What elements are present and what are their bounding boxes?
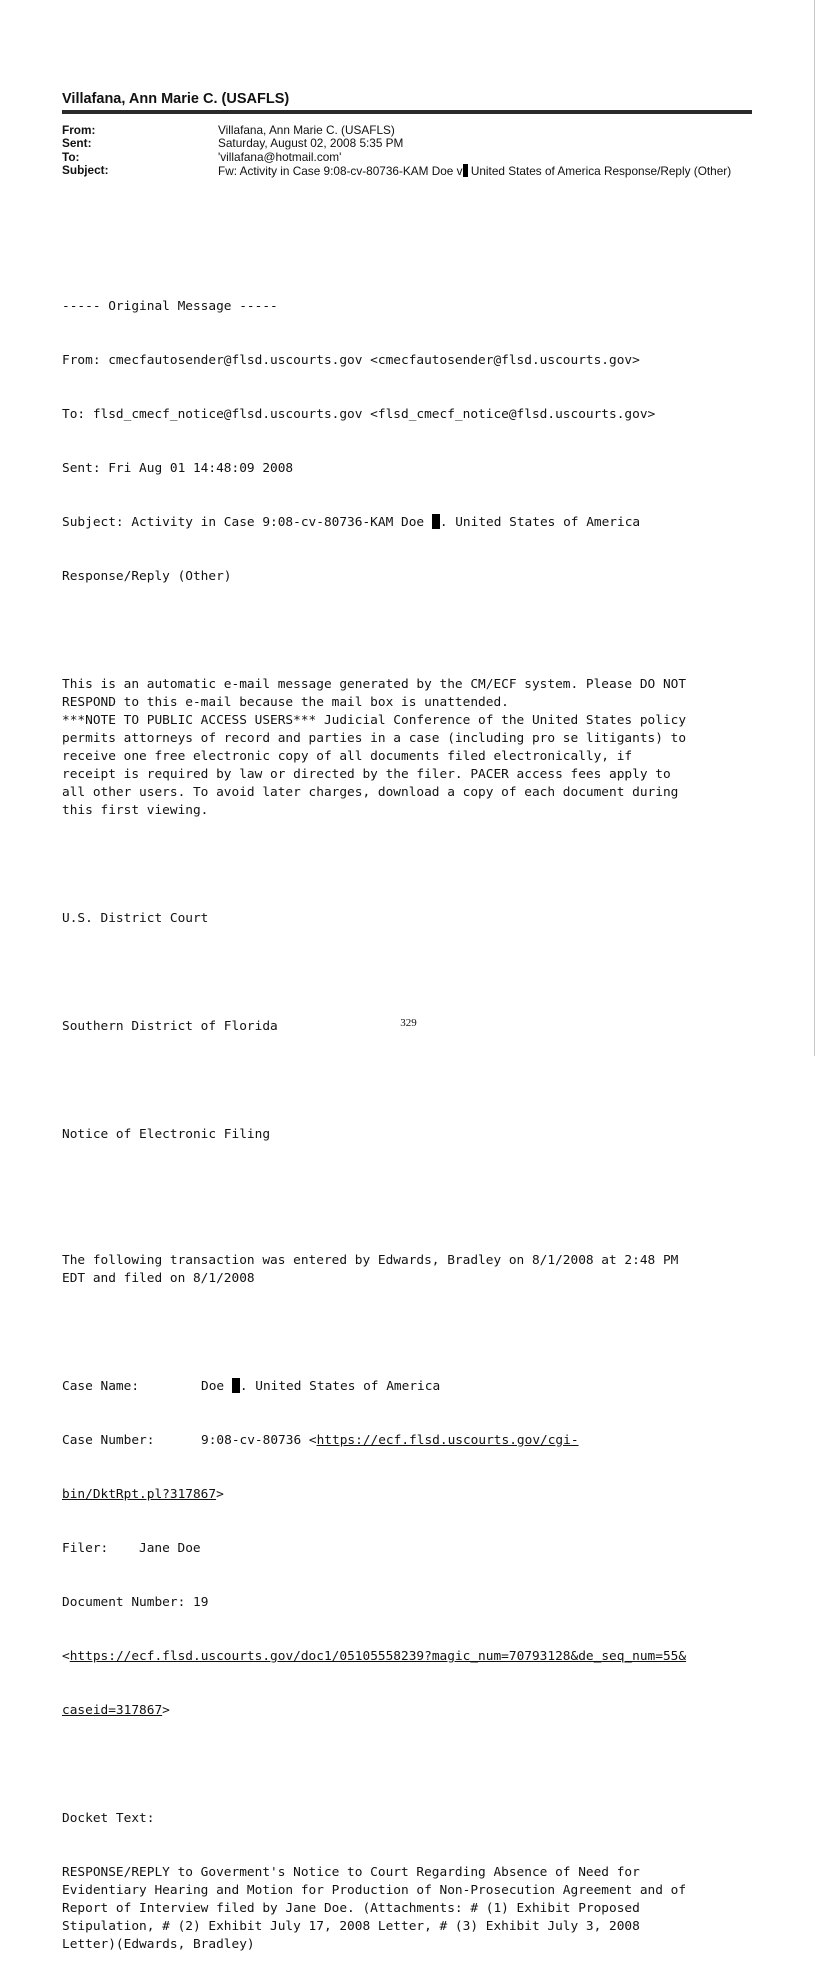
filer-row [62, 1540, 762, 1558]
filer-label: Filer: [62, 1541, 109, 1556]
docket-report-link[interactable]: https://ecf.flsd.uscourts.gov/cgi- [316, 1433, 579, 1448]
sent-row [62, 137, 748, 150]
original-subject-start: Subject: Activity in Case 9:08-cv-80736-KAM Doe [62, 515, 432, 530]
document-number-value: 19 [193, 1595, 209, 1610]
nef-title: Notice of Electronic Filing [62, 1127, 271, 1142]
from-label: From: [62, 123, 96, 137]
header-rule [62, 110, 752, 114]
case-number-label: Case Number: [62, 1433, 155, 1448]
document-link[interactable]: https://ecf.flsd.uscourts.gov/doc1/05105558239?magic_num=70793128&de_seq_num=55& [69, 1649, 687, 1664]
original-from: From: cmecfautosender@flsd.uscourts.gov <cmecfautosender@flsd.uscourts.gov> [62, 353, 640, 368]
original-subject-end: . United States of America [439, 515, 641, 530]
document-link-row: <https://ecf.flsd.uscourts.gov/doc1/05105558239?magic_num=70793128&de_seq_num=55& [62, 1649, 687, 1664]
original-to: To: flsd_cmecf_notice@flsd.uscourts.gov <flsd_cmecf_notice@flsd.uscourts.gov> [62, 407, 656, 422]
document-link-cont-row: caseid=317867> [62, 1703, 170, 1718]
sent-label: Sent: [62, 136, 92, 151]
auto-message-paragraph: This is an automatic e-mail message generated by the CM/ECF system. Please DO NOT RESPOND to this e-mail because the mail box is unattended. ***NOTE TO PUBLIC ACCESS USERS*** Judicial Conference of the United States policy permits attorneys of record and parties in a case (including pro se litigants) to receive one free electronic copy of all documents filed electronically, if receipt is required by law or directed by the filer. PACER access fees apply to all other users. To avoid later charges, download a copy of each document during this first viewing. [62, 677, 687, 818]
subject-text-end: United States of America Response/Reply (Other) [467, 164, 732, 179]
to-row [62, 151, 748, 164]
to-label: To: [62, 149, 80, 164]
subject-row [62, 164, 748, 178]
from-value: Villafana, Ann Marie C. (USAFLS) [218, 123, 395, 137]
to-value: 'villafana@hotmail.com' [218, 149, 342, 164]
docket-text-label: Docket Text: [62, 1811, 155, 1826]
original-subject [62, 514, 762, 532]
case-number-row: Case Number: 9:08-cv-80736 <https://ecf.flsd.uscourts.gov/cgi- [62, 1433, 579, 1448]
case-name-row [62, 1378, 762, 1396]
case-name-start: Doe [201, 1379, 232, 1394]
redaction-bar [432, 514, 440, 529]
redaction-bar [232, 1378, 240, 1393]
original-message-divider: ----- Original Message ----- [62, 299, 278, 314]
district-name: Southern District of Florida [62, 1019, 278, 1034]
page-edge [814, 0, 815, 1056]
court-name: U.S. District Court [62, 911, 209, 926]
subject-label: Subject: [62, 163, 109, 178]
docket-report-link-cont[interactable]: bin/DktRpt.pl?317867 [62, 1487, 217, 1502]
original-sent: Sent: Fri Aug 01 14:48:09 2008 [62, 461, 294, 476]
case-number-link-cont: bin/DktRpt.pl?317867> [62, 1487, 224, 1502]
transaction-paragraph: The following transaction was entered by Edwards, Bradley on 8/1/2008 at 2:48 PM EDT and filed on 8/1/2008 [62, 1253, 679, 1286]
document-number-label: Document Number: [62, 1595, 186, 1610]
original-subject-line-2: Response/Reply (Other) [62, 569, 232, 584]
docket-text: RESPONSE/REPLY to Goverment's Notice to Court Regarding Absence of Need for Evidentiary Hearing and Motion for Production of Non-Prosecution Agreement and of Report of Interview filed by Jane Doe. (Attachments: # (1) Exhibit Proposed Stipulation, # (2) Exhibit July 17, 2008 Letter, # (3) Exhibit July 3, 2008 Letter)(Edwards, Bradley) [62, 1865, 687, 1952]
subject-value [218, 164, 748, 178]
filer-value: Jane Doe [139, 1541, 201, 1556]
sent-value: Saturday, August 02, 2008 5:35 PM [218, 136, 404, 151]
document-link-cont[interactable]: caseid=317867 [62, 1703, 163, 1718]
email-header-block [62, 124, 748, 179]
subject-text-start: Fw: Activity in Case 9:08-cv-80736-KAM Doe v [218, 164, 463, 179]
from-row [62, 124, 748, 137]
case-number-value: 9:08-cv-80736 [201, 1433, 302, 1448]
sender-name-heading: Villafana, Ann Marie C. (USAFLS) [62, 91, 290, 107]
message-body [62, 262, 762, 1972]
document-number-row [62, 1594, 762, 1612]
case-name-end: . United States of America [239, 1379, 441, 1394]
case-name-label: Case Name: [62, 1379, 140, 1394]
page-number: 329 [400, 1017, 417, 1029]
